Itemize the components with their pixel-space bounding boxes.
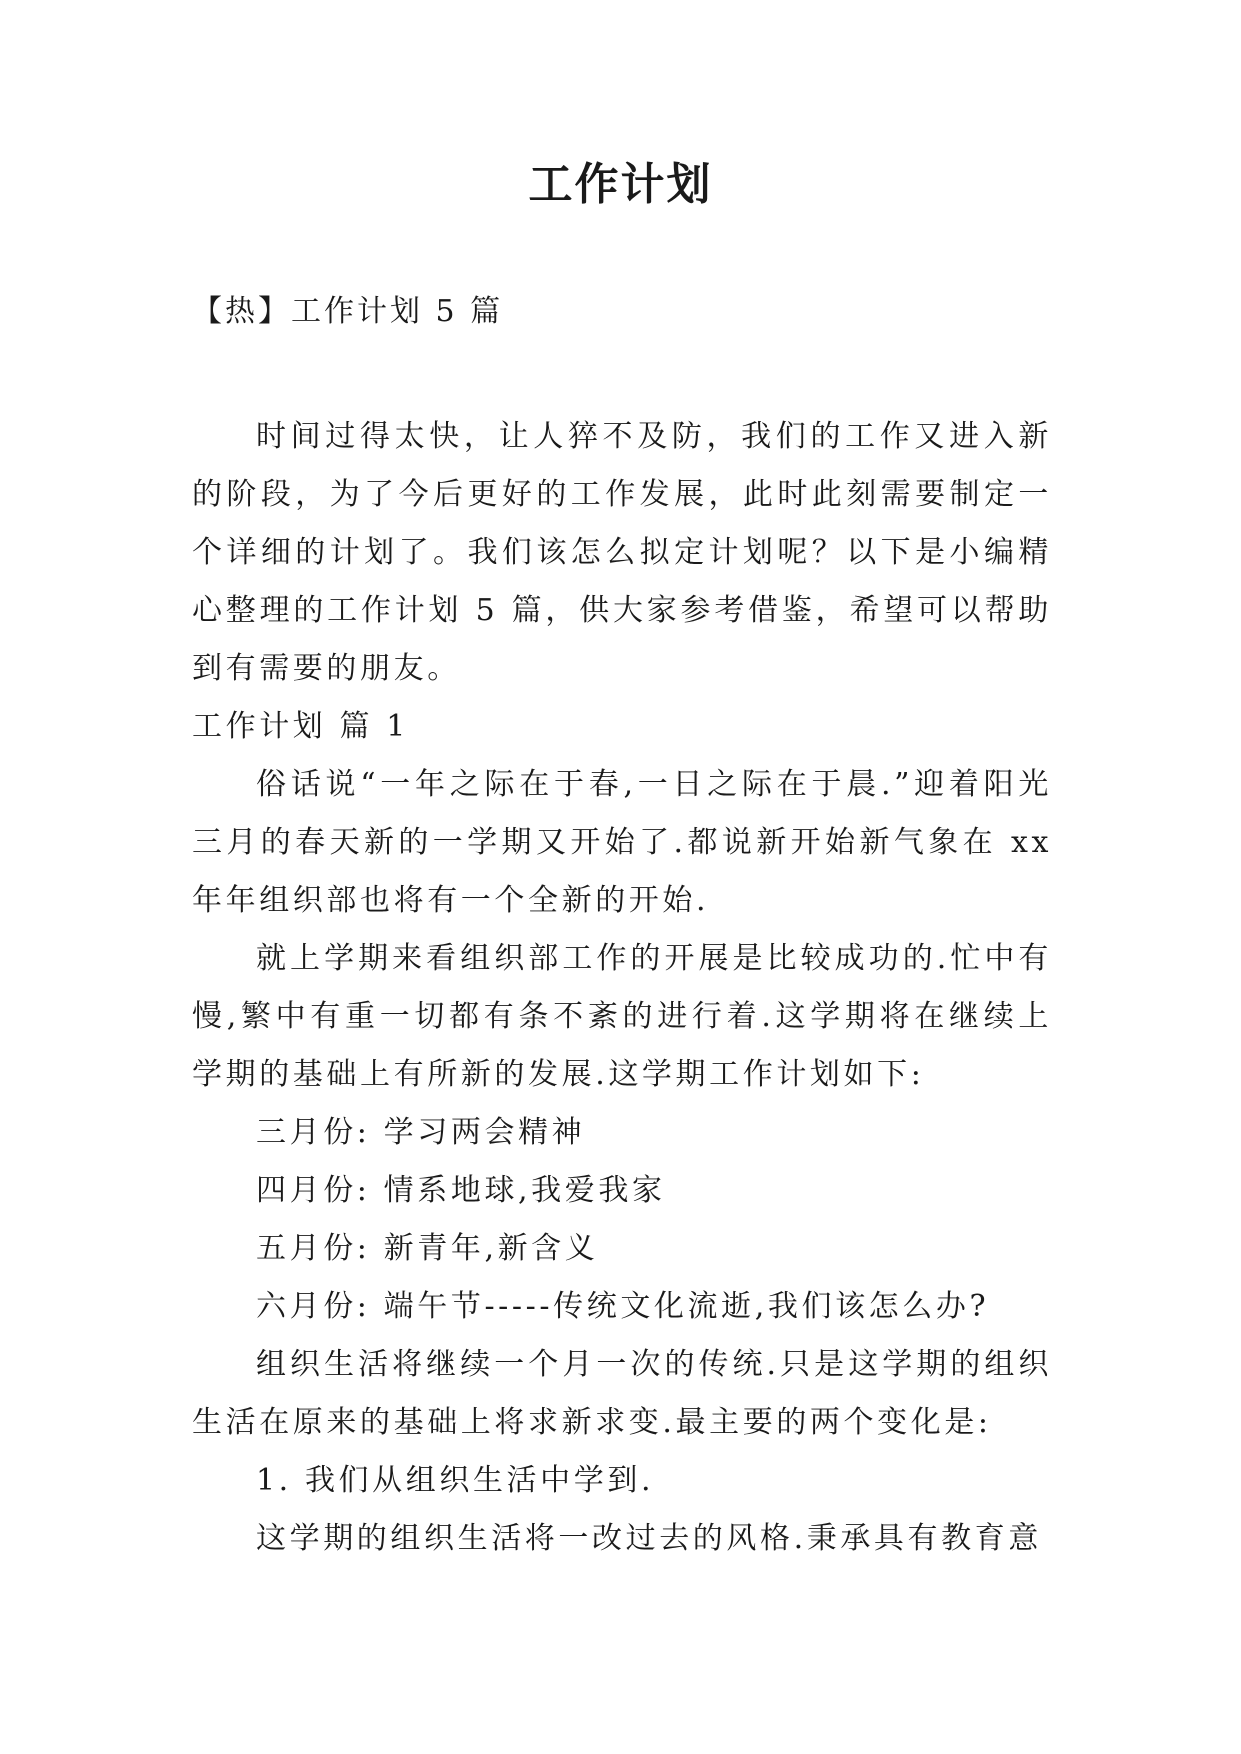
plan-item-april: 四月份: 情系地球,我爱我家 [256, 1173, 666, 1208]
plan-item-march: 三月份: 学习两会精神 [256, 1115, 586, 1150]
paragraph-intro: 时间过得太快，让人猝不及防，我们的工作又进入新的阶段，为了今后更好的工作发展，此时此刻需要制定一个详细的计划了。我们该怎么拟定计划呢？以下是小编精心整理的工作计划 5 篇，供大家参考借鉴，希望可以帮助到有需要的朋友。 [192, 419, 1052, 686]
paragraph: 就上学期来看组织部工作的开展是比较成功的.忙中有慢,繁中有重一切都有条不紊的进行着.这学期将在继续上学期的基础上有所新的发展.这学期工作计划如下: [192, 941, 1052, 1092]
paragraph: 组织生活将继续一个月一次的传统.只是这学期的组织生活在原来的基础上将求新求变.最主要的两个变化是: [192, 1347, 1052, 1440]
plan-item-june: 六月份: 端午节-----传统文化流逝,我们该怎么办? [256, 1289, 990, 1324]
paragraph: 俗话说“一年之际在于春,一日之际在于晨.”迎着阳光三月的春天新的一学期又开始了.都说新开始新气象在 xx 年年组织部也将有一个全新的开始. [192, 767, 1052, 918]
plan-item-may: 五月份: 新青年,新含义 [256, 1231, 599, 1266]
document-body [192, 408, 1052, 1568]
section-heading: 工作计划 篇 1 [192, 709, 409, 744]
paragraph: 这学期的组织生活将一改过去的风格.秉承具有教育意 [256, 1521, 1042, 1556]
document-subtitle: 【热】工作计划 5 篇 [192, 294, 504, 329]
document-title: 工作计划 [528, 159, 713, 210]
numbered-item: 1. 我们从组织生活中学到. [256, 1463, 655, 1498]
